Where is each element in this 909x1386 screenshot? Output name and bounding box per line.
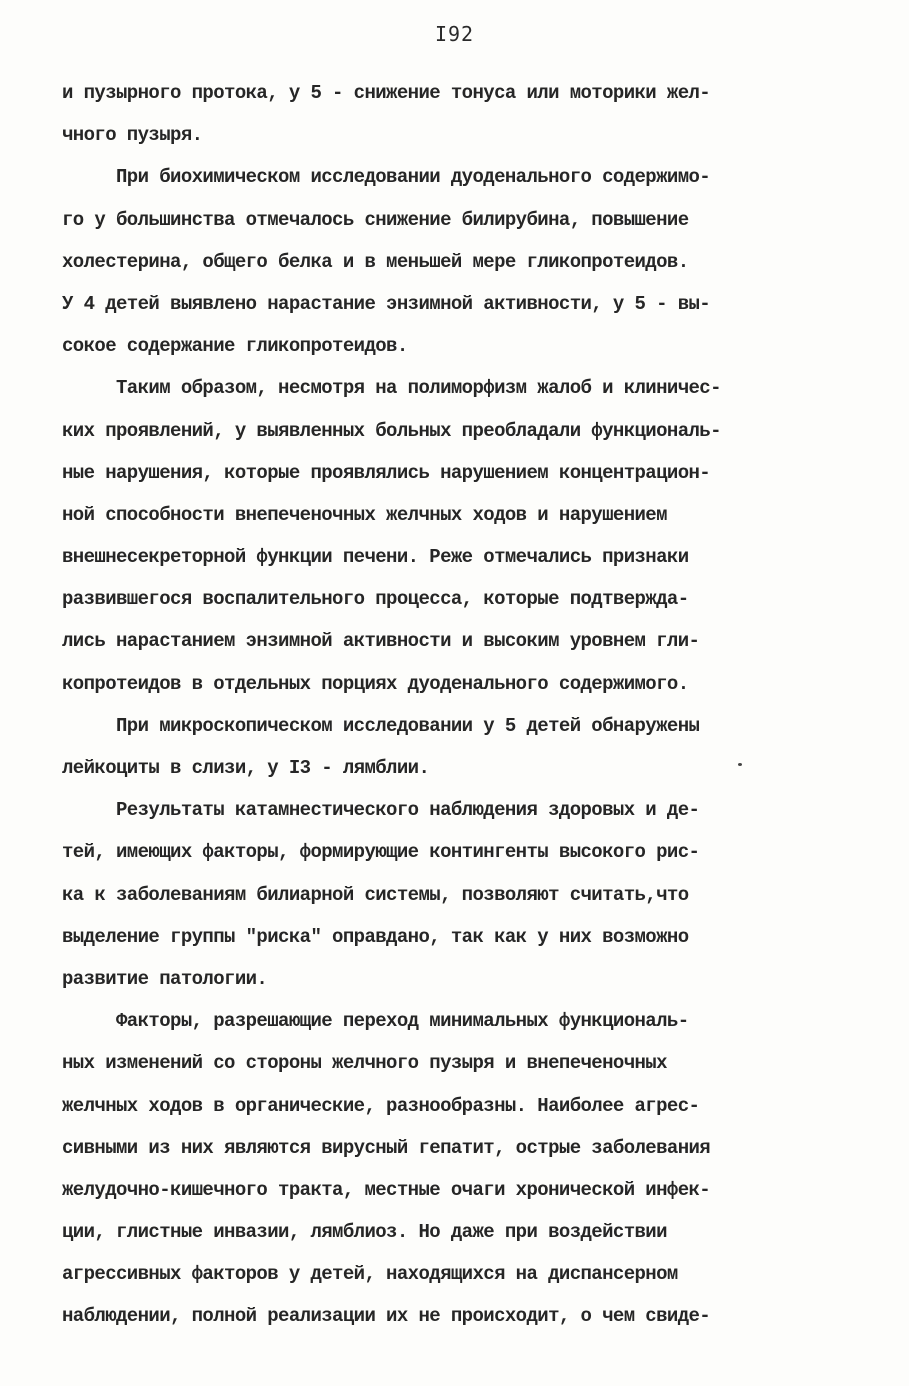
text-line: желчных ходов в органические, разнообразны. Наиболее агрес- bbox=[62, 1094, 700, 1117]
text-line: Таким образом, несмотря на полиморфизм жалоб и клиничес- bbox=[62, 377, 721, 400]
text-line: наблюдении, полной реализации их не происходит, о чем свиде- bbox=[62, 1305, 711, 1328]
text-line: ной способности внепеченочных желчных ходов и нарушением bbox=[62, 503, 667, 526]
text-line: ка к заболеваниям билиарной системы, позволяют считать,что bbox=[62, 883, 689, 906]
text-line: желудочно-кишечного тракта, местные очаги хронической инфек- bbox=[62, 1178, 711, 1201]
text-line: ные нарушения, которые проявлялись нарушением концентрацион- bbox=[62, 461, 711, 484]
page-number: I92 bbox=[434, 22, 475, 46]
text-line: лейкоциты в слизи, у I3 - лямблии. bbox=[62, 757, 430, 779]
text-line: тей, имеющих факторы, формирующие контингенты высокого рис- bbox=[62, 841, 700, 864]
text-line: Результаты катамнестического наблюдения здоровых и де- bbox=[62, 799, 700, 822]
text-line: ных изменений со стороны желчного пузыря и внепеченочных bbox=[62, 1052, 667, 1075]
text-line: При микроскопическом исследовании у 5 детей обнаружены bbox=[62, 714, 700, 737]
text-line: выделение группы "риска" оправдано, так как у них возможно bbox=[62, 925, 689, 948]
text-line: При биохимическом исследовании дуоденального содержимо- bbox=[62, 166, 711, 189]
scan-speck bbox=[738, 763, 742, 766]
text-line: агрессивных факторов у детей, находящихся на диспансерном bbox=[62, 1263, 678, 1286]
text-line: копротеидов в отдельных порциях дуоденального содержимого. bbox=[62, 672, 689, 695]
body-text bbox=[62, 72, 852, 1338]
text-line: сокое содержание гликопротеидов. bbox=[62, 335, 408, 358]
text-line: развитие патологии. bbox=[62, 967, 268, 990]
text-line: внешнесекреторной функции печени. Реже отмечались признаки bbox=[62, 546, 689, 569]
text-line: и пузырного протока, у 5 - снижение тонуса или моторики жел- bbox=[62, 82, 711, 104]
text-line: Факторы, разрешающие переход минимальных функциональ- bbox=[62, 1010, 689, 1033]
text-line: холестерина, общего белка и в меньшей мере гликопротеидов. bbox=[62, 250, 689, 273]
text-line: У 4 детей выявлено нарастание энзимной активности, у 5 - вы- bbox=[62, 292, 711, 315]
text-line: сивными из них являются вирусный гепатит, острые заболевания bbox=[62, 1136, 711, 1159]
text-line: ких проявлений, у выявленных больных преобладали функциональ- bbox=[62, 419, 721, 442]
text-line: чного пузыря. bbox=[62, 124, 203, 147]
text-line: развившегося воспалительного процесса, которые подтвержда- bbox=[62, 588, 689, 611]
text-line: лись нарастанием энзимной активности и высоким уровнем гли- bbox=[62, 630, 700, 653]
text-line: го у большинства отмечалось снижение билирубина, повышение bbox=[62, 208, 689, 231]
text-line: ции, глистные инвазии, лямблиоз. Но даже при воздействии bbox=[62, 1221, 667, 1244]
